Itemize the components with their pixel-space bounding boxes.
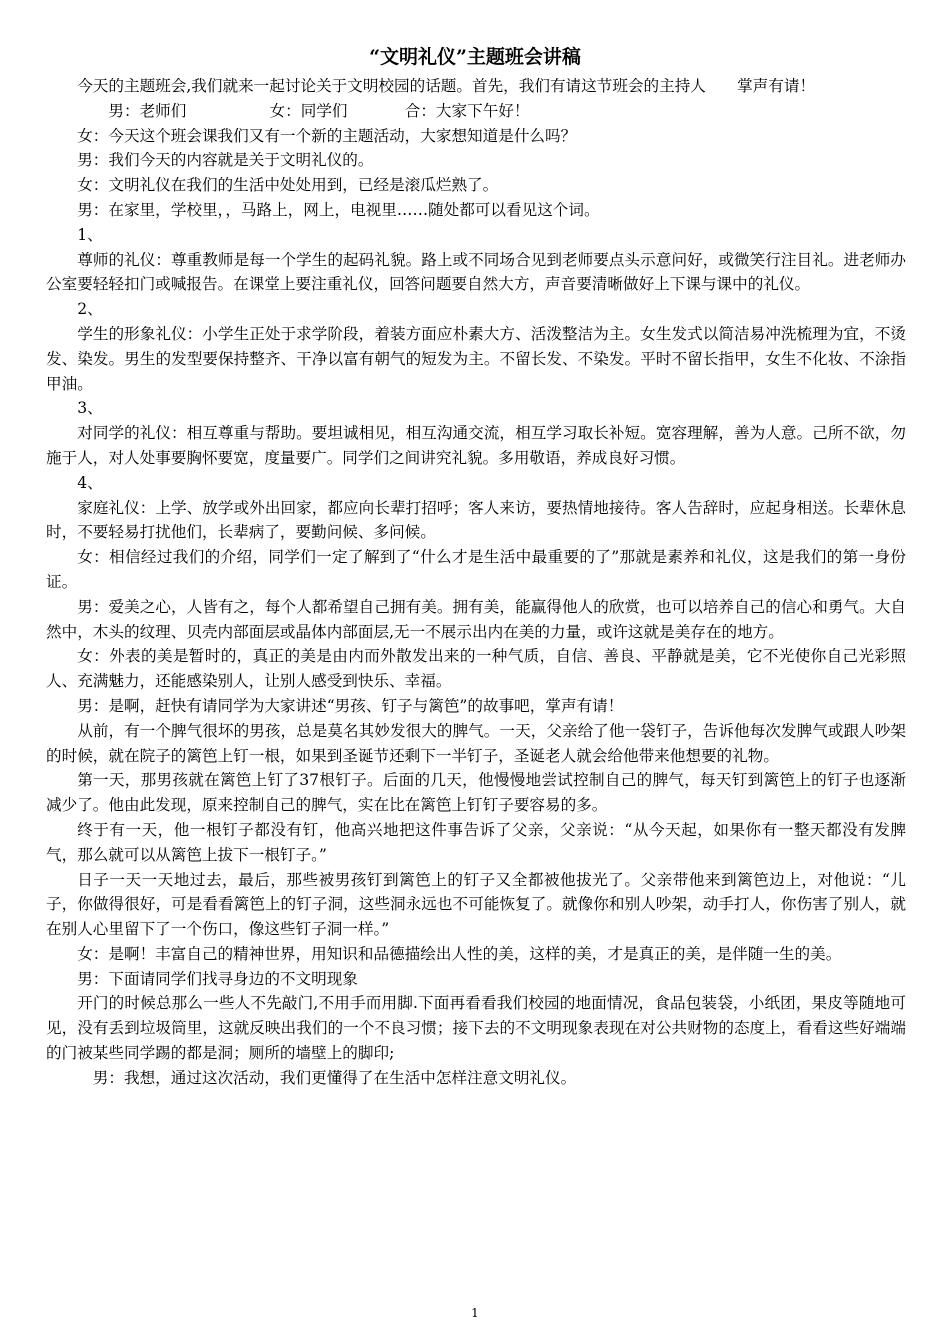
body-paragraph: 女：文明礼仪在我们的生活中处处用到，已经是滚瓜烂熟了。 bbox=[77, 176, 499, 195]
body-paragraph: 日子一天一天地过去，最后，那些被男孩钉到篱笆上的钉子又全都被他拔光了。父亲带他来到篱笆边上，对他说：“儿子，你做得很好，可是看看篱笆上的钉子洞，这些洞永远也不可能恢复了。就像你和别人吵架，动手打人，你伤害了别人，就在别人心里留下了一个伤口，像这些钉子洞一样。” bbox=[46, 870, 906, 939]
closing-paragraph: 男：我想，通过这次活动，我们更懂得了在生活中怎样注意文明礼仪。 bbox=[92, 1068, 577, 1087]
greeting-dialog-line bbox=[46, 99, 906, 124]
body-paragraph: 学生的形象礼仪：小学生正处于求学阶段，着装方面应朴素大方、活泼整洁为主。女生发式以简洁易冲洗梳理为宜，不烫发、染发。男生的发型要保持整齐、干净以富有朝气的短发为主。不留长发、不染发。平时不留长指甲，女生不化妆、不涂指甲油。 bbox=[46, 324, 906, 393]
male-greeting: 男：老师们 bbox=[108, 101, 187, 120]
body-paragraph: 对同学的礼仪：相互尊重与帮助。要坦诚相见，相互沟通交流，相互学习取长补短。宽容理解，善为人意。己所不欲，勿施于人，对人处事要胸怀要宽，度量要广。同学们之间讲究礼貌。多用敬语，养成良好习惯。 bbox=[46, 424, 906, 467]
body-paragraph: 女：相信经过我们的介绍，同学们一定了解到了“什么才是生活中最重要的了”那就是素养和礼仪，这是我们的第一身份证。 bbox=[46, 548, 906, 591]
body-paragraph: 男：是啊，赶快有请同学为大家讲述“男孩、钉子与篱笆”的故事吧，掌声有请！ bbox=[77, 696, 624, 715]
body-paragraph: 男：下面请同学们找寻身边的不文明现象 bbox=[77, 969, 358, 988]
body-paragraph: 尊师的礼仪：尊重教师是每一个学生的起码礼貌。路上或不同场合见到老师要点头示意问好，或微笑行注目礼。进老师办公室要轻轻扣门或喊报告。在课堂上要注重礼仪，回答问题要自然大方，声音要清晰做好上下课与课中的礼仪。 bbox=[46, 250, 906, 294]
female-greeting: 女：同学们 bbox=[269, 101, 348, 120]
body-paragraph: 女：外表的美是暂时的，真正的美是由内而外散发出来的一种气质，自信、善良、平静就是美，它不光使你自己光彩照人、充满魅力，还能感染别人，让别人感受到快乐、幸福。 bbox=[46, 647, 906, 691]
together-greeting: 合：大家下午好！ bbox=[404, 101, 530, 120]
body-paragraph: 4、 bbox=[77, 473, 103, 492]
body-paragraph: 男：爱美之心，人皆有之，每个人都希望自己拥有美。拥有美，能赢得他人的欣赏，也可以培养自己的信心和勇气。大自然中，木头的纹理、贝壳内部面层或晶体内部面层,无一不展示出内在美的力量，或许这就是美存在的地方。 bbox=[46, 597, 906, 641]
body-paragraph: 男：我们今天的内容就是关于文明礼仪的。 bbox=[77, 151, 374, 170]
page-number: 1 bbox=[471, 1306, 479, 1320]
body-paragraph: 女：是啊！丰富自己的精神世界，用知识和品德描绘出人性的美，这样的美，才是真正的美，是伴随一生的美。 bbox=[77, 944, 842, 963]
document-title: “文明礼仪”主题班会讲稿 bbox=[369, 46, 581, 68]
body-paragraph: 3、 bbox=[77, 399, 103, 418]
body-paragraph: 终于有一天，他一根钉子都没有钉，他高兴地把这件事告诉了父亲，父亲说：“从今天起，如果你有一整天都没有发脾气，那么就可以从篱笆上拔下一根钉子。” bbox=[46, 820, 906, 864]
body-paragraph: 女：今天这个班会课我们又有一个新的主题活动，大家想知道是什么吗？ bbox=[77, 126, 577, 145]
document-body bbox=[46, 74, 906, 1091]
body-paragraph: 1、 bbox=[77, 225, 103, 244]
body-paragraph: 家庭礼仪：上学、放学或外出回家，都应向长辈打招呼；客人来访，要热情地接待。客人告辞时，应起身相送。长辈休息时，不要轻易打扰他们，长辈病了，要勤问候、多问候。 bbox=[46, 498, 906, 542]
paragraph-list bbox=[46, 124, 906, 1066]
body-paragraph: 2、 bbox=[77, 300, 103, 319]
body-paragraph: 第一天，那男孩就在篱笆上钉了37根钉子。后面的几天，他慢慢地尝试控制自己的脾气，每天钉到篱笆上的钉子也逐渐减少了。他由此发现，原来控制自己的脾气，实在比在篱笆上钉钉子要容易的多。 bbox=[46, 771, 906, 815]
body-paragraph: 开门的时候总那么一些人不先敲门,不用手而用脚.下面再看看我们校园的地面情况，食品包装袋，小纸团，果皮等随地可见，没有丢到垃圾筒里，这就反映出我们的一个不良习惯；接下去的不文明现象表现在对公共财物的态度上，看看这些好端端的门被某些同学踢的都是洞；厕所的墙壁上的脚印; bbox=[46, 994, 906, 1063]
intro-paragraph: 今天的主题班会,我们就来一起讨论关于文明校园的话题。首先，我们有请这节班会的主持人 掌声有请！ bbox=[77, 77, 816, 95]
body-paragraph: 从前，有一个脾气很坏的男孩，总是莫名其妙发很大的脾气。一天，父亲给了他一袋钉子，告诉他每次发脾气或跟人吵架的时候，就在院子的篱笆上钉一根，如果到圣诞节还剩下一半钉子，圣诞老人就会给他带来他想要的礼物。 bbox=[46, 721, 906, 765]
body-paragraph: 男：在家里，学校里，，马路上，网上，电视里……随处都可以看见这个词。 bbox=[77, 200, 600, 219]
